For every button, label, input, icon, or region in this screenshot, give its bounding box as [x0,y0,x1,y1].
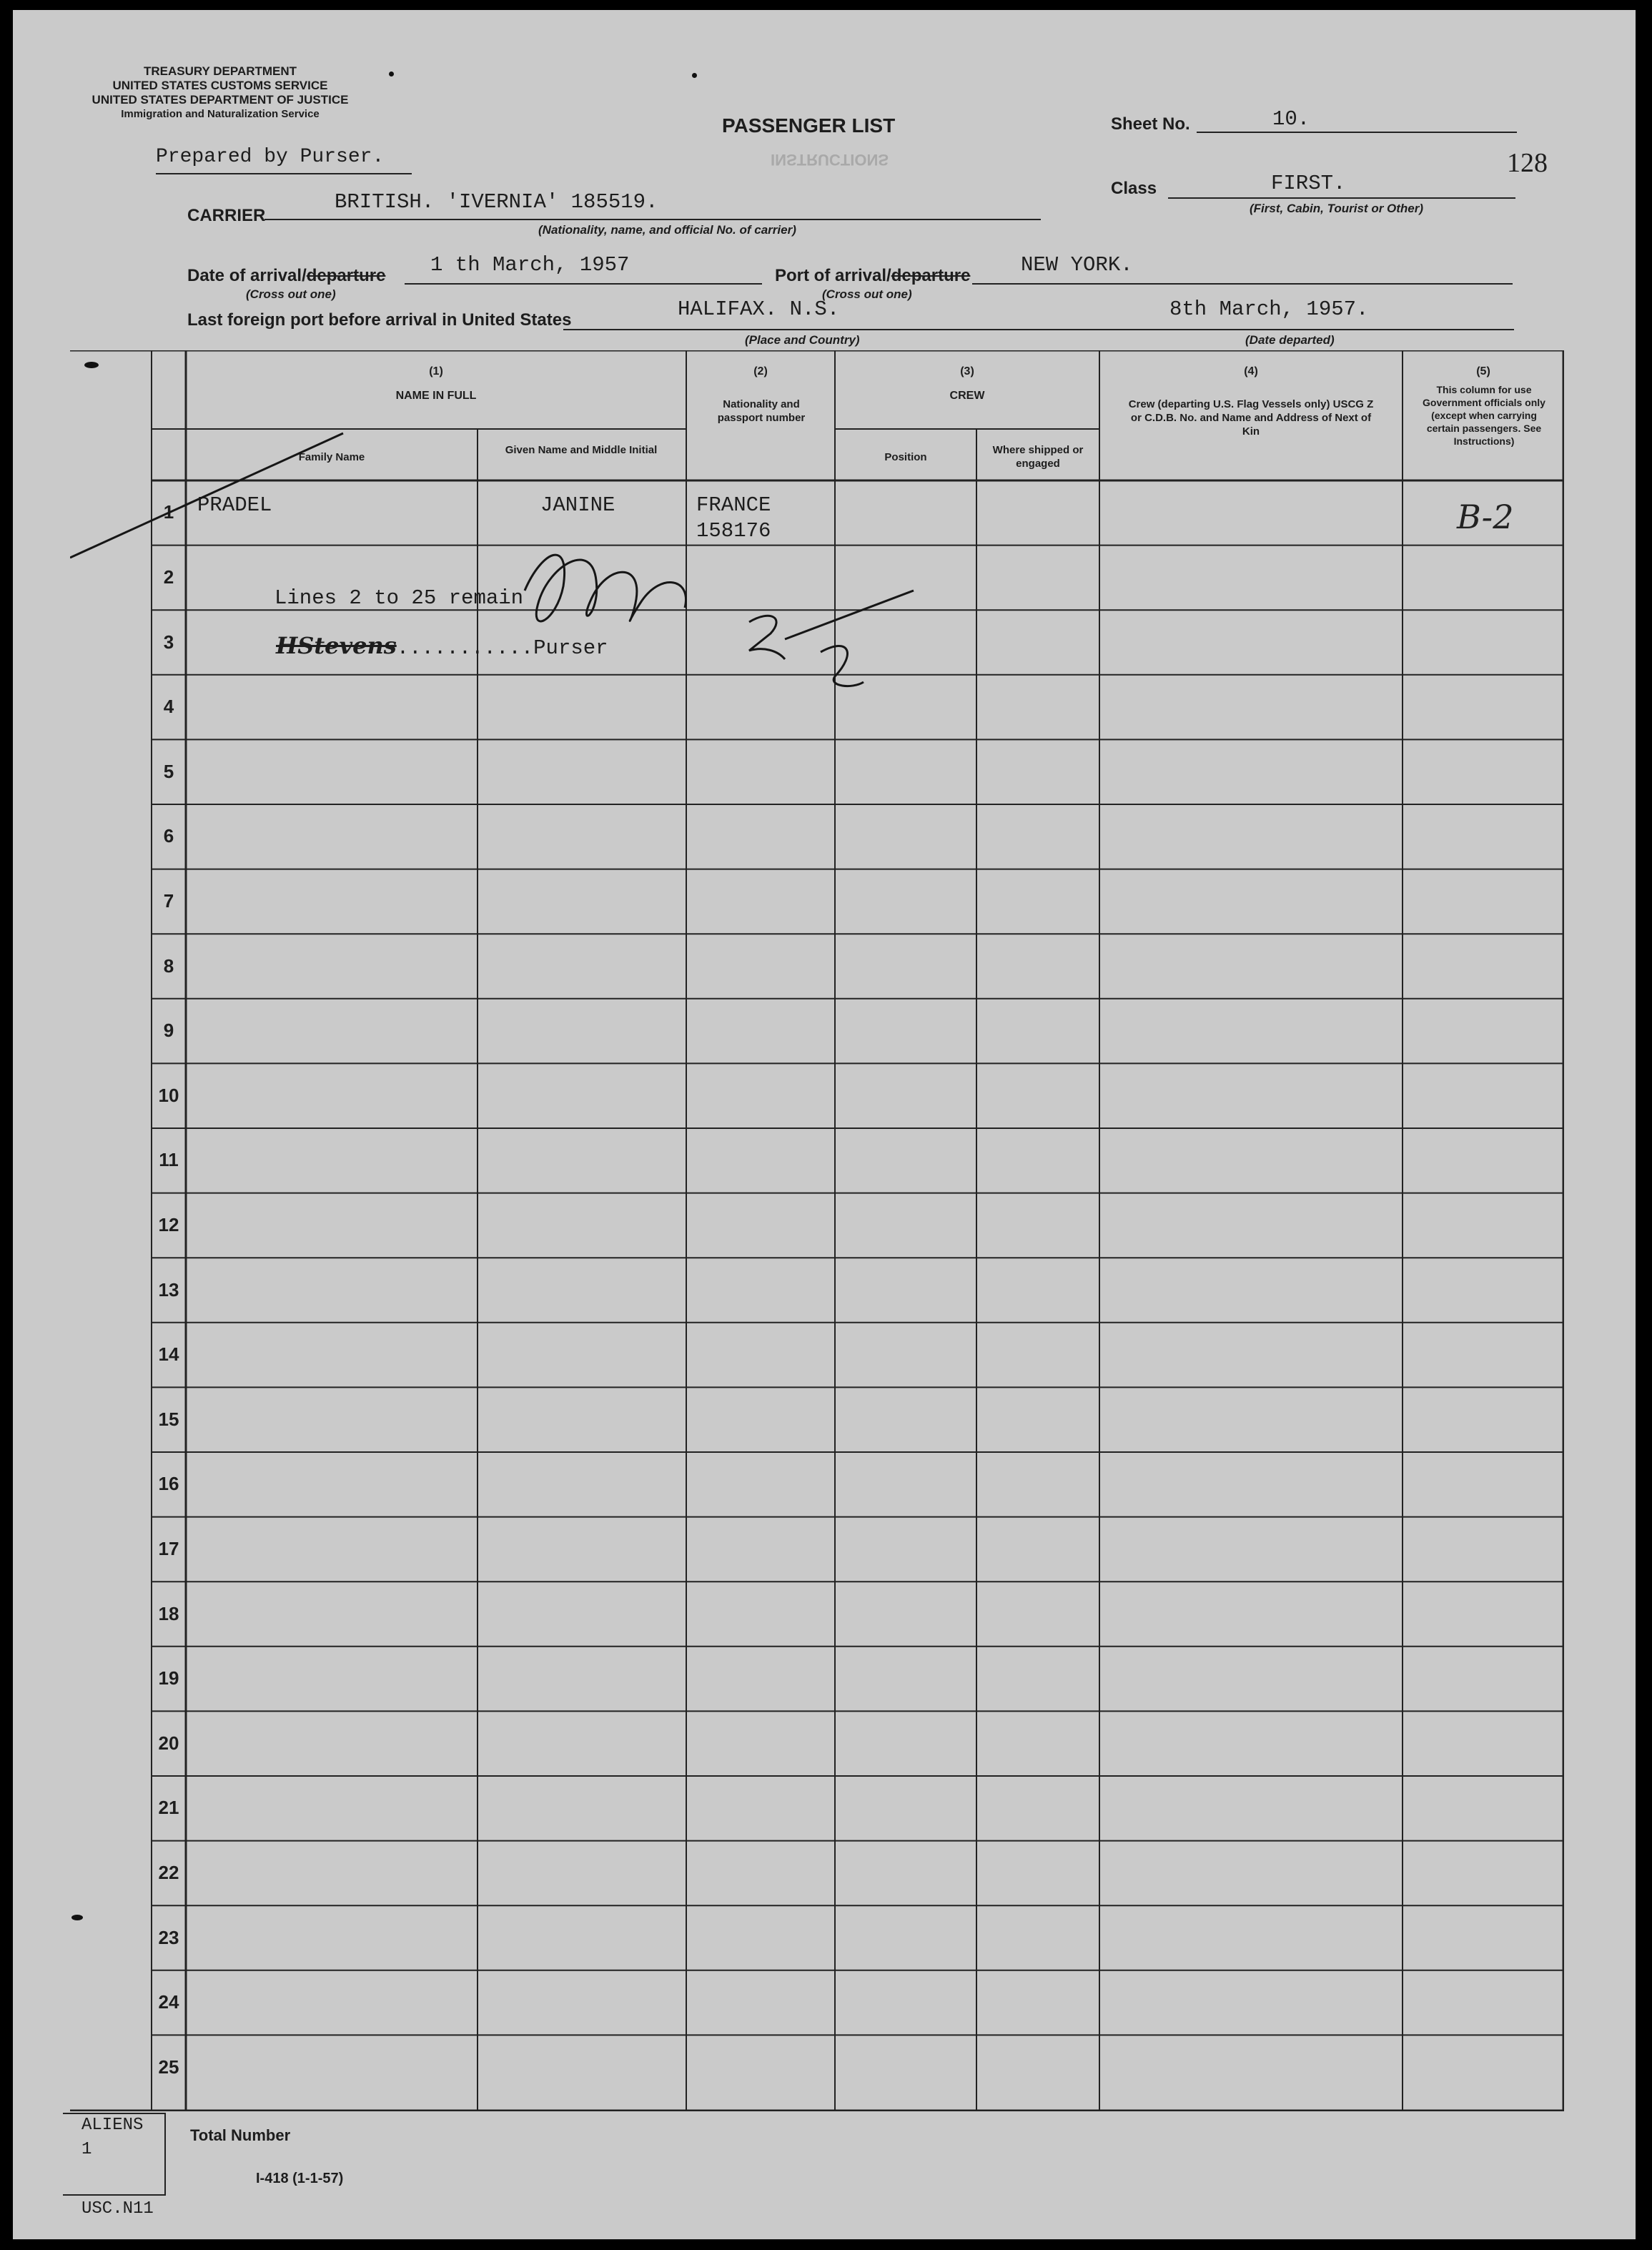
class-label: Class [1111,179,1157,198]
page-title: PASSENGER LIST [722,114,896,137]
form-number: I-418 (1-1-57) [256,2171,344,2186]
row-number: 12 [158,1213,179,1235]
margin-ink-mark-top [84,362,99,368]
row-number: 13 [158,1278,179,1301]
row1-official-mark: B-2 [1457,498,1514,536]
port-cross-caption: (Cross out one) [822,287,912,301]
row-number: 11 [159,1149,179,1171]
row-number: 21 [158,1797,179,1819]
passenger-table [70,350,1564,2111]
date-label-departure: departure [306,266,386,285]
aliens-box [63,2113,166,2196]
punch-dot-right [692,73,697,78]
instructions-mirror-text: INSTRUCTIONS [771,151,889,169]
col4-number: (4) [1244,365,1258,378]
date-departed-caption: (Date departed) [1245,333,1335,347]
last-port-label: Last foreign port before arrival in United States [187,310,572,330]
col2-title: Nationality and passport number [717,398,806,424]
port-label [775,266,970,286]
margin-ink-mark-bottom [71,1915,83,1920]
arrival-date: 1 th March, 1957 [430,253,630,277]
date-departed: 8th March, 1957. [1169,297,1369,321]
agency-block [63,64,377,122]
prepared-by: Prepared by Purser. [156,146,385,168]
carrier-value: BRITISH. 'IVERNIA' 185519. [335,190,658,214]
row-number: 18 [158,1602,179,1624]
row-number: 3 [163,631,174,653]
purser-label: Purser [533,636,608,660]
agency-line-ins: Immigration and Naturalization Service [121,108,320,120]
row-number: 16 [158,1473,179,1495]
total-number-label: Total Number [190,2126,291,2144]
place-caption: (Place and Country) [745,333,860,347]
port-underline [972,283,1513,285]
row-number: 24 [158,1991,179,2013]
row-number: 5 [163,760,174,782]
row-number: 4 [163,696,174,718]
sheet-number: 10. [1272,107,1310,131]
aliens-count: 1 [81,2140,92,2159]
port-label-departure: departure [891,266,971,285]
col3a-position: Position [884,451,927,463]
col4-title: Crew (departing U.S. Flag Vessels only) USCG Z or C.D.B. No. and Name and Address of Next of Kin [1128,398,1374,438]
carrier-underline [264,219,1041,220]
col2-number: (2) [753,365,768,378]
col1-number: (1) [429,365,443,378]
row-number: 19 [158,1667,179,1689]
row1-nationality: FRANCE [696,493,771,517]
sheet-underline [1197,132,1517,133]
date-label [187,266,385,286]
row-number: 1 [163,501,174,523]
port-label-arrival: Port of arrival/ [775,266,891,285]
row-number: 10 [158,1084,179,1106]
lines-remain-note: Lines 2 to 25 remain [274,586,524,610]
class-value: FIRST. [1271,172,1346,195]
port-value: NEW YORK. [1021,253,1133,277]
agency-line-customs: UNITED STATES CUSTOMS SERVICE [112,79,328,92]
row-number: 15 [158,1408,179,1430]
row-number: 20 [158,1732,179,1754]
row-number: 17 [158,1537,179,1559]
carrier-label: CARRIER [187,206,266,225]
usc-code: USC.N11 [81,2199,154,2219]
aliens-label: ALIENS [81,2116,144,2135]
row-number: 25 [158,2056,179,2078]
row-number: 23 [158,1926,179,1948]
purser-dots: ........... [396,636,534,660]
col1-title: NAME IN FULL [395,390,477,402]
row-number: 2 [163,566,174,588]
punch-dot-left [389,71,394,77]
last-port-underline [563,329,1514,330]
row-number: 14 [158,1343,179,1366]
col1b-given-name: Given Name and Middle Initial [505,444,658,456]
sheet-label: Sheet No. [1111,114,1190,134]
agency-line-treasury: TREASURY DEPARTMENT [143,64,297,78]
page-number: 128 [1507,148,1548,178]
col3b-where-shipped: Where shipped or engaged [992,444,1084,470]
col1a-family-name: Family Name [298,451,365,463]
row1-passport: 158176 [696,519,771,543]
table-grid-lines [70,350,1564,2111]
row-number: 22 [158,1861,179,1883]
row-number: 8 [163,954,174,977]
agency-line-justice: UNITED STATES DEPARTMENT OF JUSTICE [91,93,349,107]
purser-signature-line [276,632,608,660]
class-underline [1168,197,1515,199]
col5-title: This column for use Government officials only (except when carrying certain passengers. See Instructions) [1423,384,1545,447]
row-number: 7 [163,889,174,912]
arrival-date-underline [405,283,762,285]
passenger-list-form [13,10,1636,2239]
date-label-arrival: Date of arrival/ [187,266,307,285]
date-cross-caption: (Cross out one) [246,287,336,301]
col3-title: CREW [949,390,985,402]
col3-number: (3) [960,365,974,378]
carrier-caption: (Nationality, name, and official No. of carrier) [538,223,796,237]
prepared-by-underline [156,173,412,174]
purser-signature: HStevens [276,632,397,659]
row-number: 6 [163,825,174,847]
class-caption: (First, Cabin, Tourist or Other) [1250,202,1424,215]
last-port-value: HALIFAX. N.S. [678,297,840,321]
col5-number: (5) [1476,365,1490,378]
row-number: 9 [163,1020,174,1042]
row1-given-name: JANINE [540,493,615,517]
row1-family-name: PRADEL [197,493,272,517]
